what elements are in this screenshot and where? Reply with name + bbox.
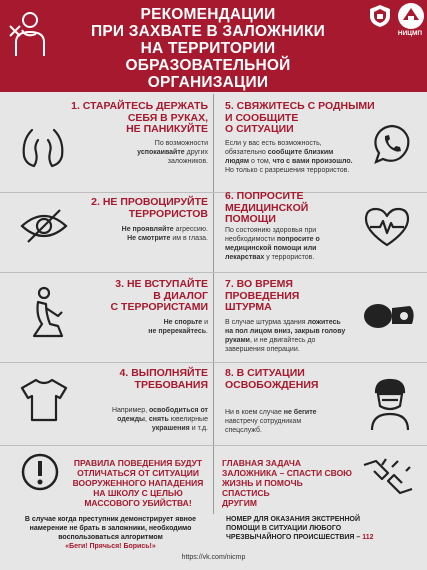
praying-person-icon	[28, 286, 68, 340]
helping-hands-icon	[362, 455, 414, 499]
tip-3-heading: 3. НЕ ВСТУПАЙТЕ В ДИАЛОГ С ТЕРРОРИСТАМИ	[110, 278, 208, 313]
row-divider	[0, 445, 427, 446]
header-banner	[0, 0, 427, 92]
tip-7-heading: 7. ВО ВРЕМЯ ПРОВЕДЕНИЯ ШТУРМА	[225, 278, 300, 313]
org-label: НИЦМП	[397, 30, 423, 37]
tip-5-heading: 5. СВЯЖИТЕСЬ С РОДНЫМИ И СООБЩИТЕ О СИТУАЦИИ	[225, 100, 375, 135]
row-divider	[0, 362, 427, 363]
exclamation-icon	[20, 452, 60, 492]
tip-4-heading: 4. ВЫПОЛНЯЙТЕ ТРЕБОВАНИЯ	[119, 367, 208, 391]
soldier-icon	[366, 376, 414, 432]
tip-3-text: Не спорьте и не пререкайтесь.	[148, 319, 208, 335]
heartbeat-icon	[362, 205, 412, 249]
tip-5-text: Если у вас есть возможность, обязательно сообщите близким людям о том, что с вами произошло. Но только с разрешения террористов.	[225, 140, 353, 174]
hostage-icon	[6, 8, 50, 58]
tip-8-text: Ни в коем случае не бегите навстречу сотрудникам спецслужб.	[225, 409, 317, 434]
tip-6-text: По состоянию здоровья при необходимости попросите о медицинской помощи или лекарствах у террористов.	[225, 227, 320, 261]
tip-1-text: По возможности успокаивайте других заложников.	[137, 140, 208, 165]
main-task-heading: ГЛАВНАЯ ЗАДАЧА ЗАЛОЖНИКА – СПАСТИ СВОЮ ЖИЗНЬ И ПОМОЧЬ СПАСТИСЬ ДРУГИМ	[222, 458, 352, 508]
shield-logo-icon	[368, 4, 392, 28]
tshirt-icon	[18, 376, 70, 424]
source-link[interactable]: https://vk.com/nicmp	[181, 554, 246, 561]
column-divider	[213, 94, 214, 514]
emergency-number-text: НОМЕР ДЛЯ ОКАЗАНИЯ ЭКСТРЕННОЙ ПОМОЩИ В СИТУАЦИИ ЛЮБОГО ЧРЕЗВЫЧАЙНОГО ПРОИСШЕСТВИЯ – 112	[226, 516, 374, 541]
warning-text: В случае когда преступник демонстрирует явное намерение не брать в заложники, необходимо воспользоваться алгоритмом «Беги! Прячься! Борись!»	[24, 516, 197, 550]
tip-6-heading: 6. ПОПРОСИТЕ МЕДИЦИНСКОЙ ПОМОЩИ	[225, 190, 309, 225]
warning-heading: ПРАВИЛА ПОВЕДЕНИЯ БУДУТ ОТЛИЧАТЬСЯ ОТ СИТУАЦИИ ВООРУЖЕННОГО НАПАДЕНИЯ НА ШКОЛУ С ЦЕЛЬЮ МАССОВОГО УБИЙСТВА!	[72, 458, 204, 508]
tip-2-text: Не проявляйте агрессию. Не смотрите им в глаза.	[121, 226, 208, 242]
tip-2-heading: 2. НЕ ПРОВОЦИРУЙТЕ ТЕРРОРИСТОВ	[91, 196, 208, 220]
page-title: РЕКОМЕНДАЦИИ ПРИ ЗАХВАТЕ В ЗАЛОЖНИКИ НА ТЕРРИТОРИИ ОБРАЗОВАТЕЛЬНОЙ ОРГАНИЗАЦИИ	[91, 6, 325, 91]
lying-person-icon	[362, 298, 418, 332]
whatsapp-icon	[370, 122, 414, 166]
tip-1-heading: 1. СТАРАЙТЕСЬ ДЕРЖАТЬ СЕБЯ В РУКАХ, НЕ ПАНИКУЙТЕ	[71, 100, 208, 135]
crossed-eye-icon	[20, 206, 68, 246]
tip-7-text: В случае штурма здания ложитесь на пол лицом вниз, закрыв голову руками, и не двигайтесь до завершения операции.	[225, 319, 346, 353]
tip-8-heading: 8. В СИТУАЦИИ ОСВОБОЖДЕНИЯ	[225, 367, 319, 391]
row-divider	[0, 272, 427, 273]
tip-4-text: Например, освободиться от одежды, снять ювелирные украшения и т.д.	[111, 407, 208, 432]
